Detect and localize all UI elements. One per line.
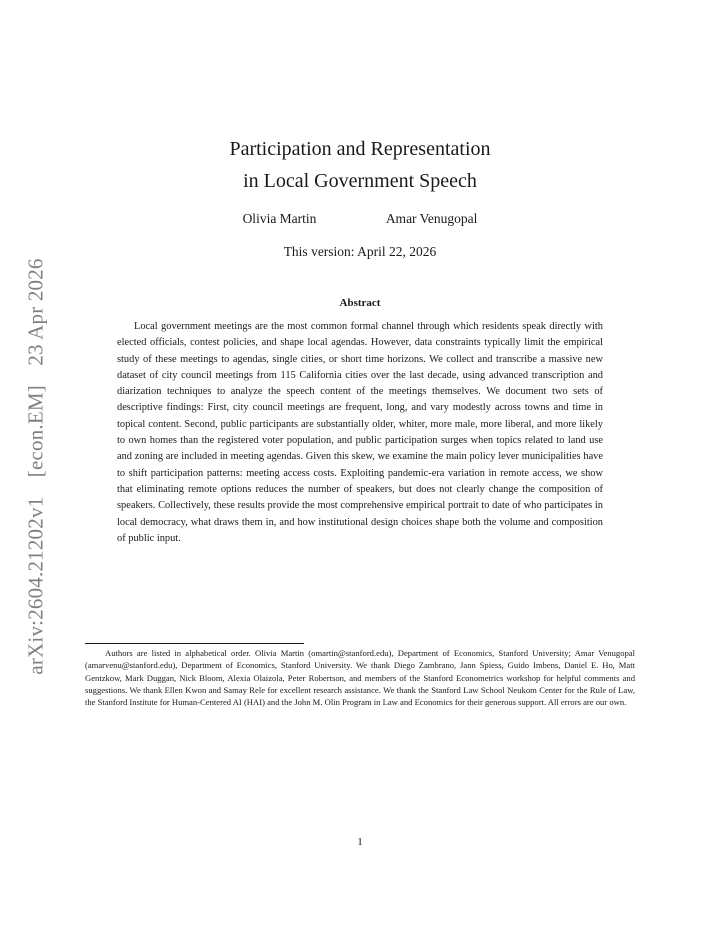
version-date: This version: April 22, 2026 bbox=[283, 244, 437, 259]
author-name: Olivia Martin bbox=[242, 211, 317, 226]
arxiv-id: arXiv:2604.21202v1 bbox=[23, 496, 48, 675]
author-name: Amar Venugopal bbox=[385, 211, 478, 226]
paper-title bbox=[100, 133, 620, 197]
footnote-text: Authors are listed in alphabetical order. Olivia Martin (omartin@stanford.edu), Department of Economics, Stanford University; Amar Venugopal (amarvenu@stanford.edu), Department of Economics, Stanford University. We thank Diego Zambrano, Jann Spiess, Guido Imbens, Daniel E. Ho, Matt Gentzkow, Mark Duggan, Nick Bloom, Alexia Olaizola, Peter Robertson, and members of the Stanford Econometrics workshop for helpful comments and suggestions. We thank Ellen Kwon and Samay Rele for excellent research assistance. We thank the Stanford Law School Neukom Center for the Rule of Law, the Stanford Institute for Human-Centered AI (HAI) and the John M. Olin Program in Law and Economics for their generous support. All errors are our own. bbox=[85, 648, 635, 708]
page-number: 1 bbox=[357, 836, 363, 848]
arxiv-identifier-stamp bbox=[24, 237, 49, 697]
author-list bbox=[100, 211, 620, 227]
abstract-body: Local government meetings are the most common formal channel through which residents speak directly with elected officials, contest policies, and shape local agendas. However, data constraints typically limit the empirical study of these meetings to agendas, single cities, or short time horizons. We collect and transcribe a massive new dataset of city council meetings from 115 California cities over the last decade, using advanced transcription and diarization techniques to analyze the speech content of the meetings themselves. We document two sets of descriptive findings: First, city council meetings are frequent, long, and vary modestly across towns and time in topical content. Second, public participants are substantially older, whiter, more male, more liberal, and more likely to own homes than the registered voter population, and public participation surges when topics related to land use and zoning are included in meeting agendas. Given this skew, we examine the main policy lever municipalities have to shift participation patterns: meeting access costs. Exploiting pandemic-era variation in remote access, we show that eliminating remote options reduces the number of speakers, but does not clearly change the composition of speakers. Collectively, these results provide the most comprehensive empirical portrait to date of who participates in local democracy, what draws them in, and how institutional design choices shape both the volume and composition of public input. bbox=[117, 321, 603, 544]
arxiv-category: [econ.EM] bbox=[23, 385, 48, 478]
arxiv-date: 23 Apr 2026 bbox=[23, 258, 48, 366]
abstract-heading: Abstract bbox=[339, 297, 381, 309]
paper-title-line-1: Participation and Representation bbox=[229, 138, 491, 160]
footnote-divider bbox=[85, 643, 304, 644]
paper-title-line-2: in Local Government Speech bbox=[243, 170, 477, 192]
